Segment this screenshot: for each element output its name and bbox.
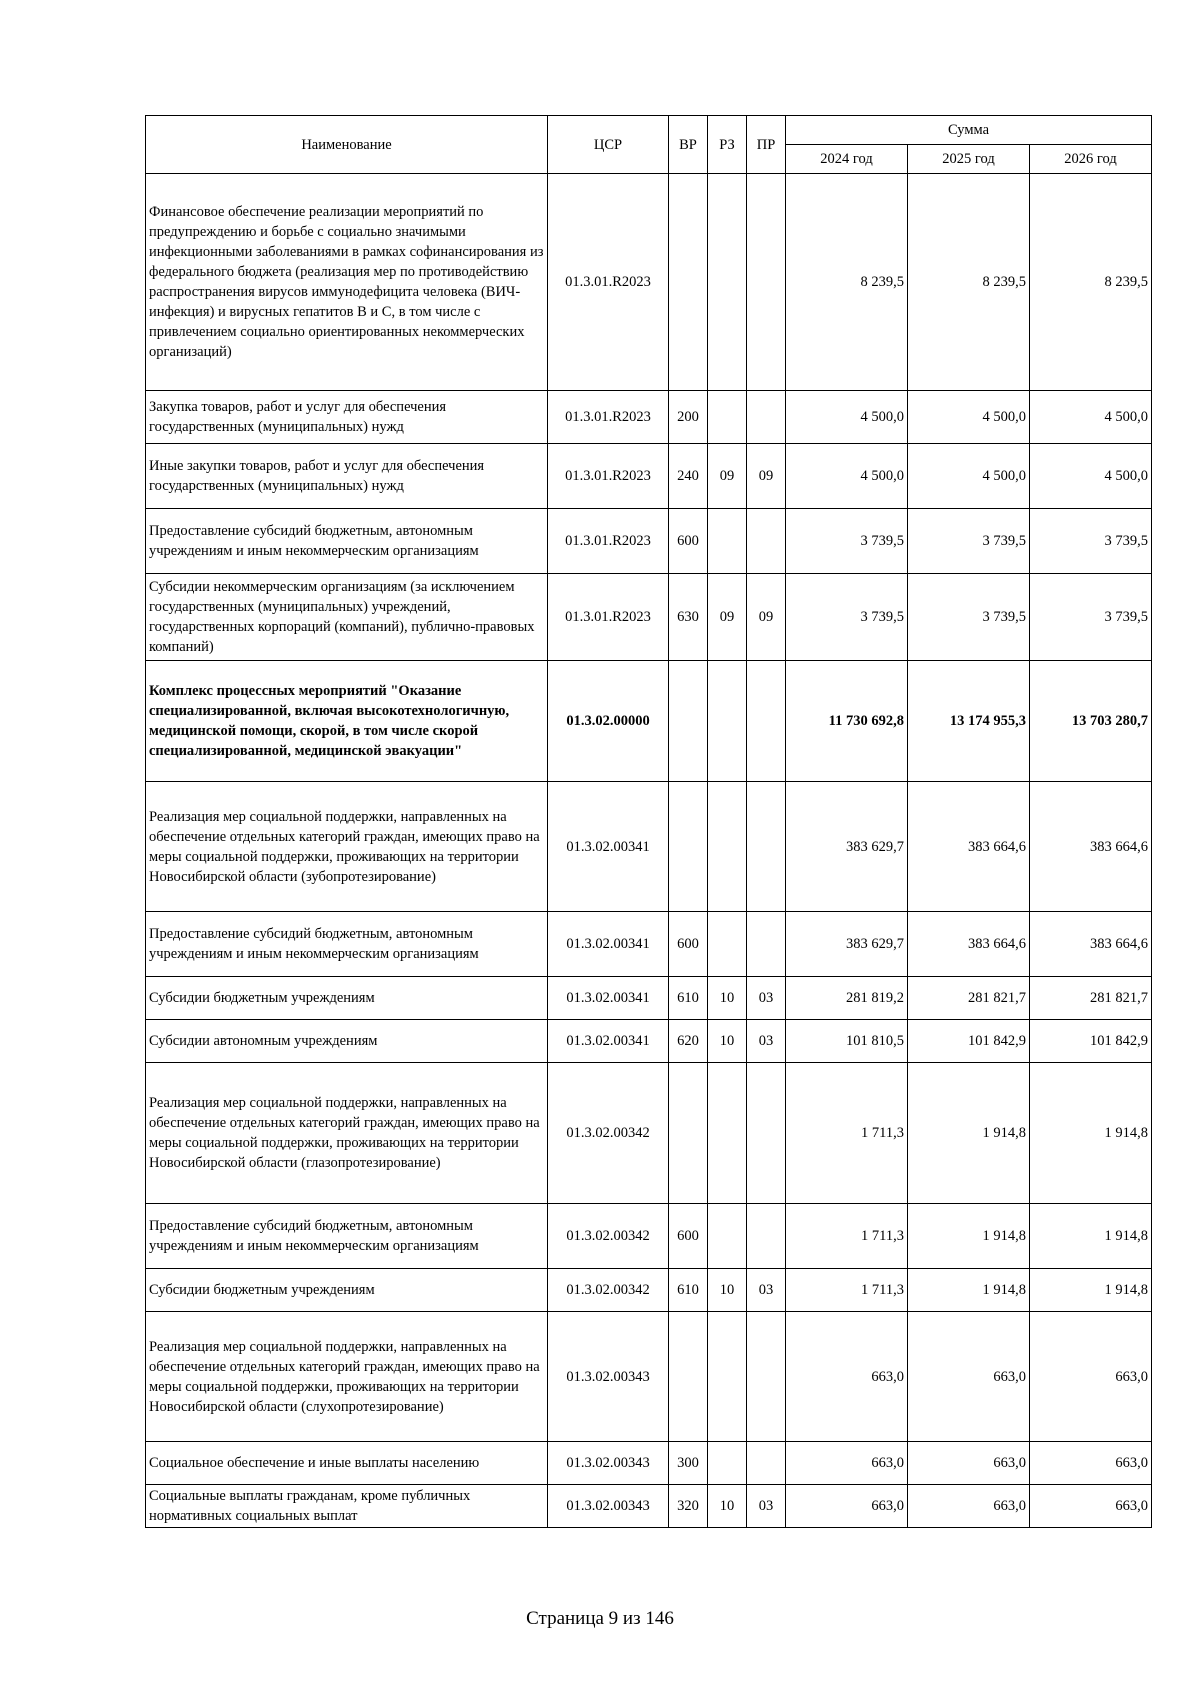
row-vr — [669, 174, 708, 391]
header-csr: ЦСР — [548, 116, 669, 174]
row-pr: 03 — [747, 977, 786, 1020]
row-vr: 320 — [669, 1485, 708, 1528]
header-vr: ВР — [669, 116, 708, 174]
row-rz: 10 — [708, 977, 747, 1020]
row-sum-2026: 8 239,5 — [1030, 174, 1152, 391]
row-vr: 610 — [669, 977, 708, 1020]
row-sum-2025: 4 500,0 — [908, 391, 1030, 444]
row-sum-2025: 281 821,7 — [908, 977, 1030, 1020]
table-row — [146, 1485, 1152, 1528]
row-vr: 600 — [669, 912, 708, 977]
row-sum-2026: 281 821,7 — [1030, 977, 1152, 1020]
row-sum-2025: 663,0 — [908, 1485, 1030, 1528]
row-sum-2025: 13 174 955,3 — [908, 661, 1030, 782]
row-csr: 01.3.01.R2023 — [548, 444, 669, 509]
row-sum-2025: 383 664,6 — [908, 782, 1030, 912]
row-sum-2026: 13 703 280,7 — [1030, 661, 1152, 782]
row-name: Реализация мер социальной поддержки, направленных на обеспечение отдельных категорий граждан, имеющих право на меры социальной поддержки, проживающих на территории Новосибирской области (слухопротезирование) — [146, 1312, 548, 1442]
row-name: Субсидии бюджетным учреждениям — [146, 1269, 548, 1312]
row-sum-2024: 1 711,3 — [786, 1063, 908, 1204]
row-name: Социальное обеспечение и иные выплаты населению — [146, 1442, 548, 1485]
row-sum-2025: 3 739,5 — [908, 574, 1030, 661]
row-name: Иные закупки товаров, работ и услуг для обеспечения государственных (муниципальных) нужд — [146, 444, 548, 509]
row-sum-2024: 1 711,3 — [786, 1269, 908, 1312]
row-sum-2024: 281 819,2 — [786, 977, 908, 1020]
table-row — [146, 1269, 1152, 1312]
row-name: Реализация мер социальной поддержки, направленных на обеспечение отдельных категорий граждан, имеющих право на меры социальной поддержки, проживающих на территории Новосибирской области (зубопротезирование) — [146, 782, 548, 912]
row-vr — [669, 1063, 708, 1204]
table-body — [146, 174, 1152, 1528]
table-row — [146, 1442, 1152, 1485]
row-csr: 01.3.02.00343 — [548, 1485, 669, 1528]
row-name: Предоставление субсидий бюджетным, автономным учреждениям и иным некоммерческим организациям — [146, 509, 548, 574]
row-csr: 01.3.02.00341 — [548, 782, 669, 912]
table-row — [146, 509, 1152, 574]
row-sum-2026: 3 739,5 — [1030, 509, 1152, 574]
row-sum-2025: 4 500,0 — [908, 444, 1030, 509]
row-vr — [669, 661, 708, 782]
row-csr: 01.3.01.R2023 — [548, 574, 669, 661]
row-sum-2026: 4 500,0 — [1030, 444, 1152, 509]
row-vr: 600 — [669, 1204, 708, 1269]
row-rz — [708, 912, 747, 977]
table-row — [146, 782, 1152, 912]
row-sum-2026: 383 664,6 — [1030, 782, 1152, 912]
row-name: Закупка товаров, работ и услуг для обеспечения государственных (муниципальных) нужд — [146, 391, 548, 444]
row-rz: 09 — [708, 574, 747, 661]
row-sum-2024: 663,0 — [786, 1312, 908, 1442]
row-pr: 09 — [747, 574, 786, 661]
header-year-2026: 2026 год — [1030, 145, 1152, 174]
row-pr — [747, 782, 786, 912]
row-pr — [747, 1312, 786, 1442]
table-row — [146, 1020, 1152, 1063]
row-csr: 01.3.02.00343 — [548, 1442, 669, 1485]
header-year-2025: 2025 год — [908, 145, 1030, 174]
row-csr: 01.3.02.00341 — [548, 1020, 669, 1063]
row-sum-2026: 383 664,6 — [1030, 912, 1152, 977]
row-rz — [708, 391, 747, 444]
header-year-2024: 2024 год — [786, 145, 908, 174]
row-sum-2026: 101 842,9 — [1030, 1020, 1152, 1063]
row-rz — [708, 1063, 747, 1204]
row-csr: 01.3.02.00341 — [548, 912, 669, 977]
row-pr: 03 — [747, 1485, 786, 1528]
row-pr — [747, 1063, 786, 1204]
budget-table — [145, 115, 1152, 1528]
row-rz: 10 — [708, 1020, 747, 1063]
row-sum-2026: 3 739,5 — [1030, 574, 1152, 661]
row-sum-2026: 4 500,0 — [1030, 391, 1152, 444]
row-pr — [747, 509, 786, 574]
header-sum: Сумма — [786, 116, 1152, 145]
row-vr — [669, 782, 708, 912]
row-rz — [708, 1204, 747, 1269]
row-name: Предоставление субсидий бюджетным, автономным учреждениям и иным некоммерческим организациям — [146, 912, 548, 977]
row-sum-2024: 3 739,5 — [786, 509, 908, 574]
row-csr: 01.3.02.00342 — [548, 1204, 669, 1269]
table-row — [146, 912, 1152, 977]
row-pr — [747, 391, 786, 444]
row-csr: 01.3.01.R2023 — [548, 391, 669, 444]
row-sum-2025: 383 664,6 — [908, 912, 1030, 977]
row-rz: 10 — [708, 1269, 747, 1312]
row-rz — [708, 174, 747, 391]
table-row — [146, 1204, 1152, 1269]
row-sum-2024: 3 739,5 — [786, 574, 908, 661]
row-sum-2024: 4 500,0 — [786, 391, 908, 444]
row-rz — [708, 509, 747, 574]
row-name: Социальные выплаты гражданам, кроме публичных нормативных социальных выплат — [146, 1485, 548, 1528]
row-rz: 10 — [708, 1485, 747, 1528]
header-pr: ПР — [747, 116, 786, 174]
row-sum-2025: 663,0 — [908, 1442, 1030, 1485]
row-sum-2026: 663,0 — [1030, 1312, 1152, 1442]
row-sum-2024: 8 239,5 — [786, 174, 908, 391]
row-name: Субсидии бюджетным учреждениям — [146, 977, 548, 1020]
row-sum-2026: 1 914,8 — [1030, 1063, 1152, 1204]
row-name: Субсидии автономным учреждениям — [146, 1020, 548, 1063]
row-rz — [708, 782, 747, 912]
row-csr: 01.3.02.00342 — [548, 1063, 669, 1204]
row-vr — [669, 1312, 708, 1442]
row-vr: 200 — [669, 391, 708, 444]
row-pr — [747, 1442, 786, 1485]
row-sum-2026: 663,0 — [1030, 1442, 1152, 1485]
table-row — [146, 574, 1152, 661]
row-sum-2024: 101 810,5 — [786, 1020, 908, 1063]
row-sum-2026: 1 914,8 — [1030, 1204, 1152, 1269]
table-row — [146, 977, 1152, 1020]
row-csr: 01.3.02.00342 — [548, 1269, 669, 1312]
table-row — [146, 1063, 1152, 1204]
row-sum-2025: 1 914,8 — [908, 1204, 1030, 1269]
row-vr: 240 — [669, 444, 708, 509]
row-vr: 620 — [669, 1020, 708, 1063]
row-vr: 630 — [669, 574, 708, 661]
row-vr: 300 — [669, 1442, 708, 1485]
row-csr: 01.3.01.R2023 — [548, 509, 669, 574]
table-row — [146, 1312, 1152, 1442]
row-sum-2024: 663,0 — [786, 1485, 908, 1528]
table-row — [146, 391, 1152, 444]
header-rz: РЗ — [708, 116, 747, 174]
row-sum-2026: 663,0 — [1030, 1485, 1152, 1528]
row-pr — [747, 661, 786, 782]
row-rz: 09 — [708, 444, 747, 509]
row-name: Комплекс процессных мероприятий "Оказание специализированной, включая высокотехнологичную, медицинской помощи, скорой, в том числе скорой специализированной, медицинской эвакуации" — [146, 661, 548, 782]
row-csr: 01.3.01.R2023 — [548, 174, 669, 391]
row-rz — [708, 661, 747, 782]
row-sum-2024: 1 711,3 — [786, 1204, 908, 1269]
table-row — [146, 444, 1152, 509]
row-sum-2025: 1 914,8 — [908, 1063, 1030, 1204]
row-sum-2024: 11 730 692,8 — [786, 661, 908, 782]
table-row — [146, 174, 1152, 391]
row-sum-2025: 8 239,5 — [908, 174, 1030, 391]
row-name: Субсидии некоммерческим организациям (за исключением государственных (муниципальных) учреждений, государственных корпораций (компаний), публично-правовых компаний) — [146, 574, 548, 661]
header-name: Наименование — [146, 116, 548, 174]
row-pr: 03 — [747, 1020, 786, 1063]
row-sum-2025: 663,0 — [908, 1312, 1030, 1442]
table-row — [146, 661, 1152, 782]
row-vr: 600 — [669, 509, 708, 574]
row-rz — [708, 1442, 747, 1485]
row-sum-2024: 4 500,0 — [786, 444, 908, 509]
row-name: Предоставление субсидий бюджетным, автономным учреждениям и иным некоммерческим организациям — [146, 1204, 548, 1269]
row-name: Финансовое обеспечение реализации мероприятий по предупреждению и борьбе с социально значимыми инфекционными заболеваниями в рамках софинансирования из федерального бюджета (реализация мер по противодействию распространения вирусов иммунодефицита человека (ВИЧ-инфекция) и вирусных гепатитов В и С, в том числе с привлечением социально ориентированных некоммерческих организаций) — [146, 174, 548, 391]
row-pr — [747, 1204, 786, 1269]
row-rz — [708, 1312, 747, 1442]
row-sum-2026: 1 914,8 — [1030, 1269, 1152, 1312]
row-pr: 09 — [747, 444, 786, 509]
row-vr: 610 — [669, 1269, 708, 1312]
row-pr — [747, 174, 786, 391]
row-sum-2024: 383 629,7 — [786, 782, 908, 912]
row-sum-2025: 3 739,5 — [908, 509, 1030, 574]
row-pr: 03 — [747, 1269, 786, 1312]
row-csr: 01.3.02.00343 — [548, 1312, 669, 1442]
row-sum-2024: 663,0 — [786, 1442, 908, 1485]
row-csr: 01.3.02.00341 — [548, 977, 669, 1020]
row-csr: 01.3.02.00000 — [548, 661, 669, 782]
row-name: Реализация мер социальной поддержки, направленных на обеспечение отдельных категорий граждан, имеющих право на меры социальной поддержки, проживающих на территории Новосибирской области (глазопротезирование) — [146, 1063, 548, 1204]
row-pr — [747, 912, 786, 977]
row-sum-2025: 1 914,8 — [908, 1269, 1030, 1312]
row-sum-2025: 101 842,9 — [908, 1020, 1030, 1063]
page-number: Страница 9 из 146 — [526, 1608, 674, 1629]
row-sum-2024: 383 629,7 — [786, 912, 908, 977]
